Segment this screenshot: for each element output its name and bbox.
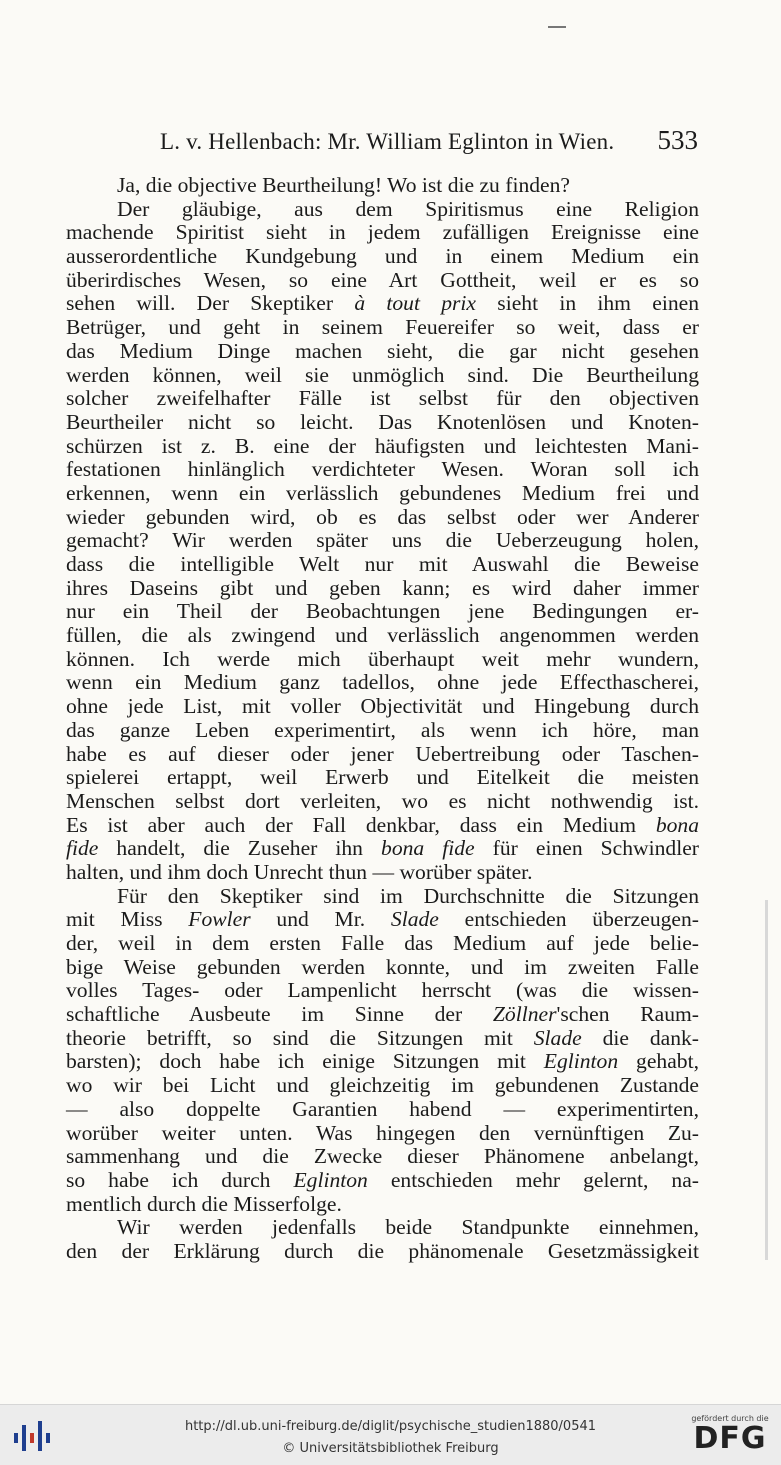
text-line <box>66 1145 699 1169</box>
italic-text: Slade <box>390 907 439 932</box>
text-line <box>66 198 699 222</box>
text-line <box>66 1074 699 1098</box>
text-segment: bige Weise gebunden werden konnte, und im zweiten Falle <box>66 954 699 979</box>
text-line <box>66 482 699 506</box>
text-line <box>66 1169 699 1193</box>
text-segment: der, weil in dem ersten Falle das Medium auf jede belie- <box>66 931 699 955</box>
text-line <box>66 316 699 340</box>
text-segment: volles Tages- oder Lampenlicht herrscht (was die wissen- <box>66 978 699 1003</box>
text-line <box>66 766 699 790</box>
text-segment: gemacht? Wir werden später uns die Ueberzeugung holen, <box>66 528 699 553</box>
text-segment: entschieden mehr gelernt, na- <box>367 1167 699 1192</box>
text-line <box>66 269 699 293</box>
text-line <box>66 648 699 672</box>
italic-text: à tout prix <box>354 291 477 316</box>
text-segment: den der Erklärung durch die phänomenale Gesetzmässigkeit <box>66 1238 699 1263</box>
text-segment: habe es auf dieser oder jener Uebertreibung oder Taschen- <box>66 741 699 766</box>
text-line <box>66 221 699 245</box>
text-segment: Wir werden jedenfalls beide Standpunkte einnehmen, <box>117 1215 699 1240</box>
text-segment: solcher zweifelhafter Fälle ist selbst für den objectiven <box>66 386 699 411</box>
text-line <box>66 340 699 364</box>
text-segment: Menschen selbst dort verleiten, wo es nicht nothwendig ist. <box>66 788 699 813</box>
text-segment: wenn ein Medium ganz tadellos, ohne jede Effecthascherei, <box>66 670 699 695</box>
source-url[interactable]: http://dl.ub.uni-freiburg.de/diglit/psychische_studien1880/0541 <box>184 1419 597 1434</box>
italic-text: Eglinton <box>293 1167 368 1192</box>
text-line <box>66 814 699 838</box>
text-line <box>66 932 699 956</box>
text-line <box>66 743 699 767</box>
italic-text: Slade <box>533 1025 582 1050</box>
text-segment: das Medium Dinge machen sieht, die gar nicht gesehen <box>66 338 699 363</box>
text-segment: ausserordentliche Kundgebung und in einem Medium ein <box>66 244 699 269</box>
text-line <box>66 979 699 1003</box>
text-segment: Ja, die objective Beurtheilung! Wo ist die zu finden? <box>117 173 571 197</box>
text-line <box>66 1003 699 1027</box>
text-segment: wo wir bei Licht und gleichzeitig im gebundenen Zustande <box>66 1073 699 1098</box>
text-line <box>66 435 699 459</box>
text-segment: überirdisches Wesen, so eine Art Gottheit, weil er es so <box>66 267 699 292</box>
text-segment: Betrüger, und geht in seinem Feuereifer so weit, dass er <box>66 315 699 340</box>
text-line <box>66 624 699 648</box>
text-segment: das ganze Leben experimentirt, als wenn ich höre, man <box>66 717 699 742</box>
text-segment: so habe ich durch <box>66 1167 294 1192</box>
text-line <box>66 529 699 553</box>
italic-text: bona fide <box>381 836 475 861</box>
text-line <box>66 837 699 861</box>
text-segment: können. Ich werde mich überhaupt weit mehr wundern, <box>66 646 699 671</box>
text-segment: entschieden überzeugen- <box>438 907 700 932</box>
text-segment: mit Miss <box>66 907 189 932</box>
text-segment: barsten); doch habe ich einige Sitzungen mit <box>66 1049 544 1074</box>
text-segment: halten, und ihm doch Unrecht thun — worüber später. <box>66 859 533 884</box>
page-edge-shadow <box>765 900 768 1260</box>
text-segment: festationen hinlänglich verdichteter Wesen. Woran soll ich <box>66 457 699 482</box>
text-segment: spielerei ertappt, weil Erwerb und Eitelkeit die meisten <box>66 765 699 790</box>
copyright-notice: © Universitätsbibliothek Freiburg <box>282 1441 499 1456</box>
text-segment: mentlich durch die Misserfolge. <box>66 1191 342 1216</box>
text-segment: Für den Skeptiker sind im Durchschnitte die Sitzungen <box>117 883 699 908</box>
dfg-wordmark: DFG <box>693 1421 767 1456</box>
text-line <box>66 885 699 909</box>
text-line <box>66 790 699 814</box>
text-segment: machende Spiritist sieht in jedem zufälligen Ereignisse eine <box>66 220 699 245</box>
italic-text: Zöllner <box>492 1002 557 1027</box>
text-segment: ihres Daseins gibt und geben kann; es wird daher immer <box>66 575 699 600</box>
text-line <box>66 506 699 530</box>
text-line <box>66 553 699 577</box>
text-line <box>66 387 699 411</box>
text-line <box>66 671 699 695</box>
italic-text: fide <box>66 836 99 861</box>
text-segment: Es ist aber auch der Fall denkbar, dass ein Medium <box>66 812 656 837</box>
text-line <box>66 292 699 316</box>
text-line <box>66 1098 699 1122</box>
text-segment: sieht in ihm einen <box>476 291 699 316</box>
text-segment: und Mr. <box>250 907 391 932</box>
text-segment: 'schen Raum- <box>556 1002 699 1027</box>
dfg-caption: gefördert durch die <box>691 1414 769 1423</box>
text-segment: gehabt, <box>618 1049 699 1074</box>
text-segment: theorie betrifft, so sind die Sitzungen mit <box>66 1025 534 1050</box>
text-line <box>66 1216 699 1240</box>
text-segment: ohne jede List, mit voller Objectivität und Hingebung durch <box>66 694 699 719</box>
italic-text: bona <box>655 812 699 837</box>
text-segment: die dank- <box>581 1025 699 1050</box>
italic-text: Fowler <box>188 907 251 932</box>
text-segment: für einen Schwindler <box>474 836 699 861</box>
running-head: L. v. Hellenbach: Mr. William Eglinton in Wien. <box>160 129 615 154</box>
text-segment: handelt, die Zuseher ihn <box>98 836 382 861</box>
text-line <box>66 1193 699 1217</box>
text-line <box>66 1240 699 1264</box>
text-line <box>66 458 699 482</box>
text-segment: schaftliche Ausbeute im Sinne der <box>66 1002 493 1027</box>
text-line <box>66 364 699 388</box>
text-line <box>66 245 699 269</box>
text-segment: nur ein Theil der Beobachtungen jene Bedingungen er- <box>66 599 699 624</box>
text-segment: Beurtheiler nicht so leicht. Das Knotenlösen und Knoten- <box>66 409 699 434</box>
text-line <box>66 174 699 198</box>
text-segment: schürzen ist z. B. eine der häufigsten und leichtesten Mani- <box>66 433 699 458</box>
viewer-footer <box>0 1404 781 1465</box>
text-segment: sammenhang und die Zwecke dieser Phänomene anbelangt, <box>66 1144 699 1169</box>
page-header <box>150 125 700 159</box>
body-text <box>66 174 699 1264</box>
text-line <box>66 1050 699 1074</box>
text-line <box>66 1122 699 1146</box>
text-line <box>66 908 699 932</box>
page-number: 533 <box>657 125 698 155</box>
text-line <box>66 719 699 743</box>
text-segment: erkennen, wenn ein verlässlich gebundenes Medium frei und <box>66 480 699 505</box>
scan-mark <box>548 26 566 28</box>
text-line <box>66 861 699 885</box>
text-line <box>66 577 699 601</box>
text-segment: — also doppelte Garantien habend — experimentirten, <box>66 1096 699 1121</box>
text-line <box>66 695 699 719</box>
dfg-logo <box>688 1414 772 1460</box>
text-line <box>66 600 699 624</box>
text-line <box>66 956 699 980</box>
text-segment: wieder gebunden wird, ob es das selbst oder wer Anderer <box>66 504 699 529</box>
text-segment: sehen will. Der Skeptiker <box>66 291 355 316</box>
text-segment: werden können, weil sie unmöglich sind. Die Beurtheilung <box>66 362 699 387</box>
italic-text: Eglinton <box>543 1049 619 1074</box>
text-segment: worüber weiter unten. Was hingegen den vernünftigen Zu- <box>66 1120 699 1145</box>
text-segment: füllen, die als zwingend und verlässlich angenommen werden <box>66 623 699 648</box>
text-segment: dass die intelligible Welt nur mit Auswahl die Beweise <box>66 552 699 576</box>
text-line <box>66 411 699 435</box>
text-line <box>66 1027 699 1051</box>
text-segment: Der gläubige, aus dem Spiritismus eine Religion <box>117 196 699 221</box>
